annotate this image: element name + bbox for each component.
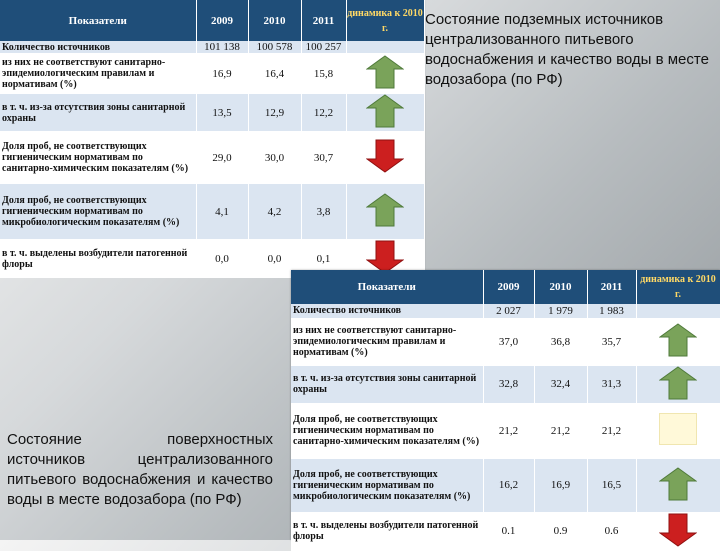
- value-2010: 4,2: [248, 184, 301, 240]
- surface-sources-table-panel: [291, 270, 720, 540]
- surface-sources-table: [291, 270, 720, 551]
- value-2009: 0.1: [483, 512, 534, 550]
- row-label: в т. ч. выделены возбудители патогенной флоры: [291, 512, 483, 550]
- value-2011: 35,7: [587, 318, 636, 365]
- arrow-down-red-icon: [366, 240, 404, 274]
- table-row: [291, 403, 720, 458]
- table-row: [0, 184, 424, 240]
- value-2009: 32,8: [483, 365, 534, 403]
- table-row: [0, 41, 424, 54]
- value-2009: 16,2: [483, 458, 534, 512]
- value-2011: 21,2: [587, 403, 636, 458]
- dynamic-cell: [636, 304, 720, 318]
- surface-caption: Состояние поверхностных источников централизованного питьевого водоснабжения и качество воды в месте водозабора (по РФ): [7, 431, 273, 508]
- value-2010: 16,4: [248, 54, 301, 94]
- value-2010: 16,9: [534, 458, 587, 512]
- value-2011: 15,8: [301, 54, 346, 94]
- dynamic-cell: [636, 403, 720, 458]
- value-2011: 100 257: [301, 41, 346, 54]
- arrow-down-red-icon: [659, 513, 697, 547]
- dynamic-cell: [636, 318, 720, 365]
- table-row: [291, 365, 720, 403]
- dynamic-cell: [346, 94, 424, 132]
- table-row: [291, 304, 720, 318]
- value-2010: 1 979: [534, 304, 587, 318]
- value-2010: 12,9: [248, 94, 301, 132]
- value-2009: 37,0: [483, 318, 534, 365]
- arrow-up-green-icon: [659, 366, 697, 400]
- row-label: в т. ч. из-за отсутствия зоны санитарной охраны: [0, 94, 196, 132]
- arrow-up-green-icon: [366, 55, 404, 89]
- arrow-up-green-icon: [366, 193, 404, 227]
- underground-caption: Состояние подземных источников централизованного питьевого водоснабжения и качество воды в месте водозабора (по РФ): [425, 11, 709, 88]
- row-label: Доля проб, не соответствующих гигиеническим нормативам по санитарно-химическим показателям (%): [291, 403, 483, 458]
- value-2010: 100 578: [248, 41, 301, 54]
- value-2010: 32,4: [534, 365, 587, 403]
- dynamic-cell: [636, 512, 720, 550]
- arrow-down-red-icon: [366, 139, 404, 173]
- header-indicators: Показатели: [291, 270, 483, 304]
- row-label: Доля проб, не соответствующих гигиеническим нормативам по санитарно-химическим показателям (%): [0, 132, 196, 184]
- value-2009: 0,0: [196, 240, 248, 278]
- surface-table-body: [291, 304, 720, 550]
- value-2009: 4,1: [196, 184, 248, 240]
- value-2011: 3,8: [301, 184, 346, 240]
- header-2011: 2011: [301, 0, 346, 41]
- value-2009: 101 138: [196, 41, 248, 54]
- dynamic-cell: [636, 365, 720, 403]
- dynamic-cell: [346, 132, 424, 184]
- row-label: из них не соответствуют санитарно-эпидемиологическим правилам и нормативам (%): [291, 318, 483, 365]
- row-label: в т. ч. из-за отсутствия зоны санитарной охраны: [291, 365, 483, 403]
- row-label: Количество источников: [0, 41, 196, 54]
- underground-sources-table: [0, 0, 425, 278]
- value-2011: 0.6: [587, 512, 636, 550]
- dynamic-cell: [346, 184, 424, 240]
- table-row: [291, 458, 720, 512]
- row-label: из них не соответствуют санитарно-эпидемиологическим правилам и нормативам (%): [0, 54, 196, 94]
- value-2011: 1 983: [587, 304, 636, 318]
- header-dynamic: динамика к 2010 г.: [636, 270, 720, 304]
- underground-table-body: [0, 41, 424, 278]
- header-2011: 2011: [587, 270, 636, 304]
- table-row: [0, 94, 424, 132]
- value-2011: 31,3: [587, 365, 636, 403]
- table-row: [291, 318, 720, 365]
- header-2010: 2010: [248, 0, 301, 41]
- value-2010: 0,0: [248, 240, 301, 278]
- header-2009: 2009: [196, 0, 248, 41]
- value-2010: 21,2: [534, 403, 587, 458]
- value-2011: 0,1: [301, 240, 346, 278]
- table-row: [0, 54, 424, 94]
- table-row: [291, 512, 720, 550]
- arrow-up-green-icon: [659, 323, 697, 357]
- value-2009: 16,9: [196, 54, 248, 94]
- value-2010: 0.9: [534, 512, 587, 550]
- value-2009: 2 027: [483, 304, 534, 318]
- value-2009: 13,5: [196, 94, 248, 132]
- arrow-up-green-icon: [366, 94, 404, 128]
- arrow-up-green-icon: [659, 467, 697, 501]
- row-label: в т. ч. выделены возбудители патогенной флоры: [0, 240, 196, 278]
- value-2011: 30,7: [301, 132, 346, 184]
- header-2010: 2010: [534, 270, 587, 304]
- underground-sources-table-panel: [0, 0, 424, 270]
- header-dynamic: динамика к 2010 г.: [346, 0, 424, 41]
- neutral-square-icon: [659, 413, 697, 445]
- value-2011: 16,5: [587, 458, 636, 512]
- dynamic-cell: [346, 54, 424, 94]
- row-label: Доля проб, не соответствующих гигиеническим нормативам по микробиологическим показателям (%): [291, 458, 483, 512]
- value-2010: 30,0: [248, 132, 301, 184]
- dynamic-cell: [346, 41, 424, 54]
- row-label: Доля проб, не соответствующих гигиеническим нормативам по микробиологическим показателям (%): [0, 184, 196, 240]
- row-label: Количество источников: [291, 304, 483, 318]
- dynamic-cell: [636, 458, 720, 512]
- value-2009: 21,2: [483, 403, 534, 458]
- value-2009: 29,0: [196, 132, 248, 184]
- value-2010: 36,8: [534, 318, 587, 365]
- header-indicators: Показатели: [0, 0, 196, 41]
- value-2011: 12,2: [301, 94, 346, 132]
- header-2009: 2009: [483, 270, 534, 304]
- table-row: [0, 132, 424, 184]
